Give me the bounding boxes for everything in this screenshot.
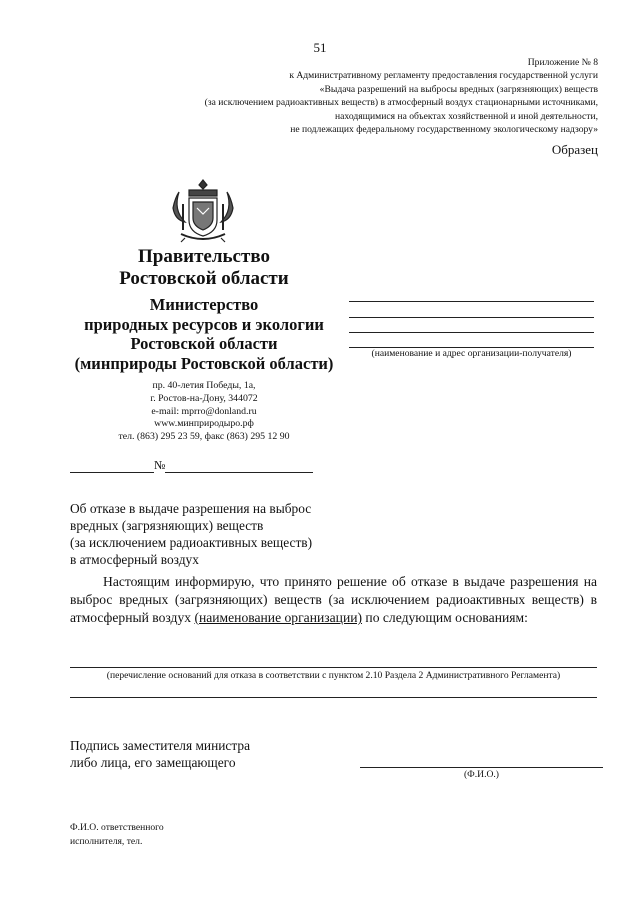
date-blank [70, 461, 154, 473]
signature-line [360, 767, 603, 768]
government-title-line: Правительство [138, 246, 270, 267]
page-number: 51 [313, 40, 327, 55]
signature-line-text: либо лица, его замещающего [70, 755, 236, 770]
ministry-name-line: (минприроды Ростовской области) [74, 353, 334, 373]
contact-line: г. Ростов-на-Дону, 344072 [150, 392, 258, 404]
government-title-line: Ростовской области [119, 268, 289, 289]
subject-line: вредных (загрязняющих) веществ [70, 518, 264, 533]
appendix-line: не подлежащих федеральному государственному экологическому надзору» [290, 124, 598, 136]
appendix-header [78, 56, 598, 136]
number-sign: № [154, 458, 166, 472]
signature-line-text: Подпись заместителя министра [70, 738, 251, 753]
ministry-name [62, 295, 346, 373]
reasons-line [70, 667, 597, 668]
contact-line: e-mail: mprro@donland.ru [151, 405, 257, 417]
contact-line: www.минприродыро.рф [154, 418, 254, 430]
body-text-before: Настоящим информирую, что принято решение об отказе в выдаче разрешения на выброс вредных (загрязняющих) веществ (за исключением радиоактивных веществ) в атмосферный воздух [70, 574, 597, 625]
appendix-line: «Выдача разрешений на выбросы вредных (загрязняющих) веществ [319, 83, 598, 95]
subject-line: Об отказе в выдаче разрешения на выброс [70, 501, 312, 516]
government-title [72, 246, 336, 290]
appendix-line: находящимися на объектах хозяйственной и иной деятельности, [335, 110, 598, 122]
subject-line: в атмосферный воздух [70, 552, 199, 567]
executor-line: исполнителя, тел. [70, 835, 143, 847]
recipient-line [349, 301, 594, 302]
sample-label: Образец [551, 142, 598, 157]
ministry-name-line: Ростовской области [130, 334, 278, 353]
letter-body [70, 573, 597, 627]
body-text-after: по следующим основаниям: [362, 610, 528, 625]
signature-block [70, 737, 250, 771]
ministry-name-line: Министерство [149, 295, 259, 314]
registration-number [70, 458, 313, 473]
reasons-line [70, 697, 597, 698]
ministry-contacts [72, 380, 336, 444]
ministry-name-line: природных ресурсов и экологии [84, 314, 324, 334]
reasons-caption: (перечисление оснований для отказа в соответствии с пунктом 2.10 Раздела 2 Административного Регламента) [106, 670, 561, 681]
letter-subject [70, 500, 370, 568]
contact-line: пр. 40-летия Победы, 1а, [152, 380, 256, 391]
recipient-line [349, 317, 594, 318]
recipient-caption: (наименование и адрес организации-получателя) [371, 348, 572, 359]
body-paragraph [70, 573, 597, 627]
recipient-line [349, 332, 594, 333]
executor-line: Ф.И.О. ответственного [70, 822, 164, 833]
appendix-line: (за исключением радиоактивных веществ) в атмосферный воздух стационарными источниками, [204, 97, 598, 109]
organization-placeholder: (наименование организации) [194, 610, 363, 625]
executor-info [70, 821, 164, 848]
number-blank [165, 461, 313, 473]
signature-caption: (Ф.И.О.) [463, 769, 500, 780]
subject-line: (за исключением радиоактивных веществ) [70, 535, 313, 550]
contact-line: тел. (863) 295 23 59, факс (863) 295 12 90 [118, 431, 290, 443]
appendix-line: Приложение № 8 [527, 57, 598, 68]
coat-of-arms-icon [171, 178, 235, 244]
appendix-line: к Административному регламенту предоставления государственной услуги [289, 70, 598, 82]
